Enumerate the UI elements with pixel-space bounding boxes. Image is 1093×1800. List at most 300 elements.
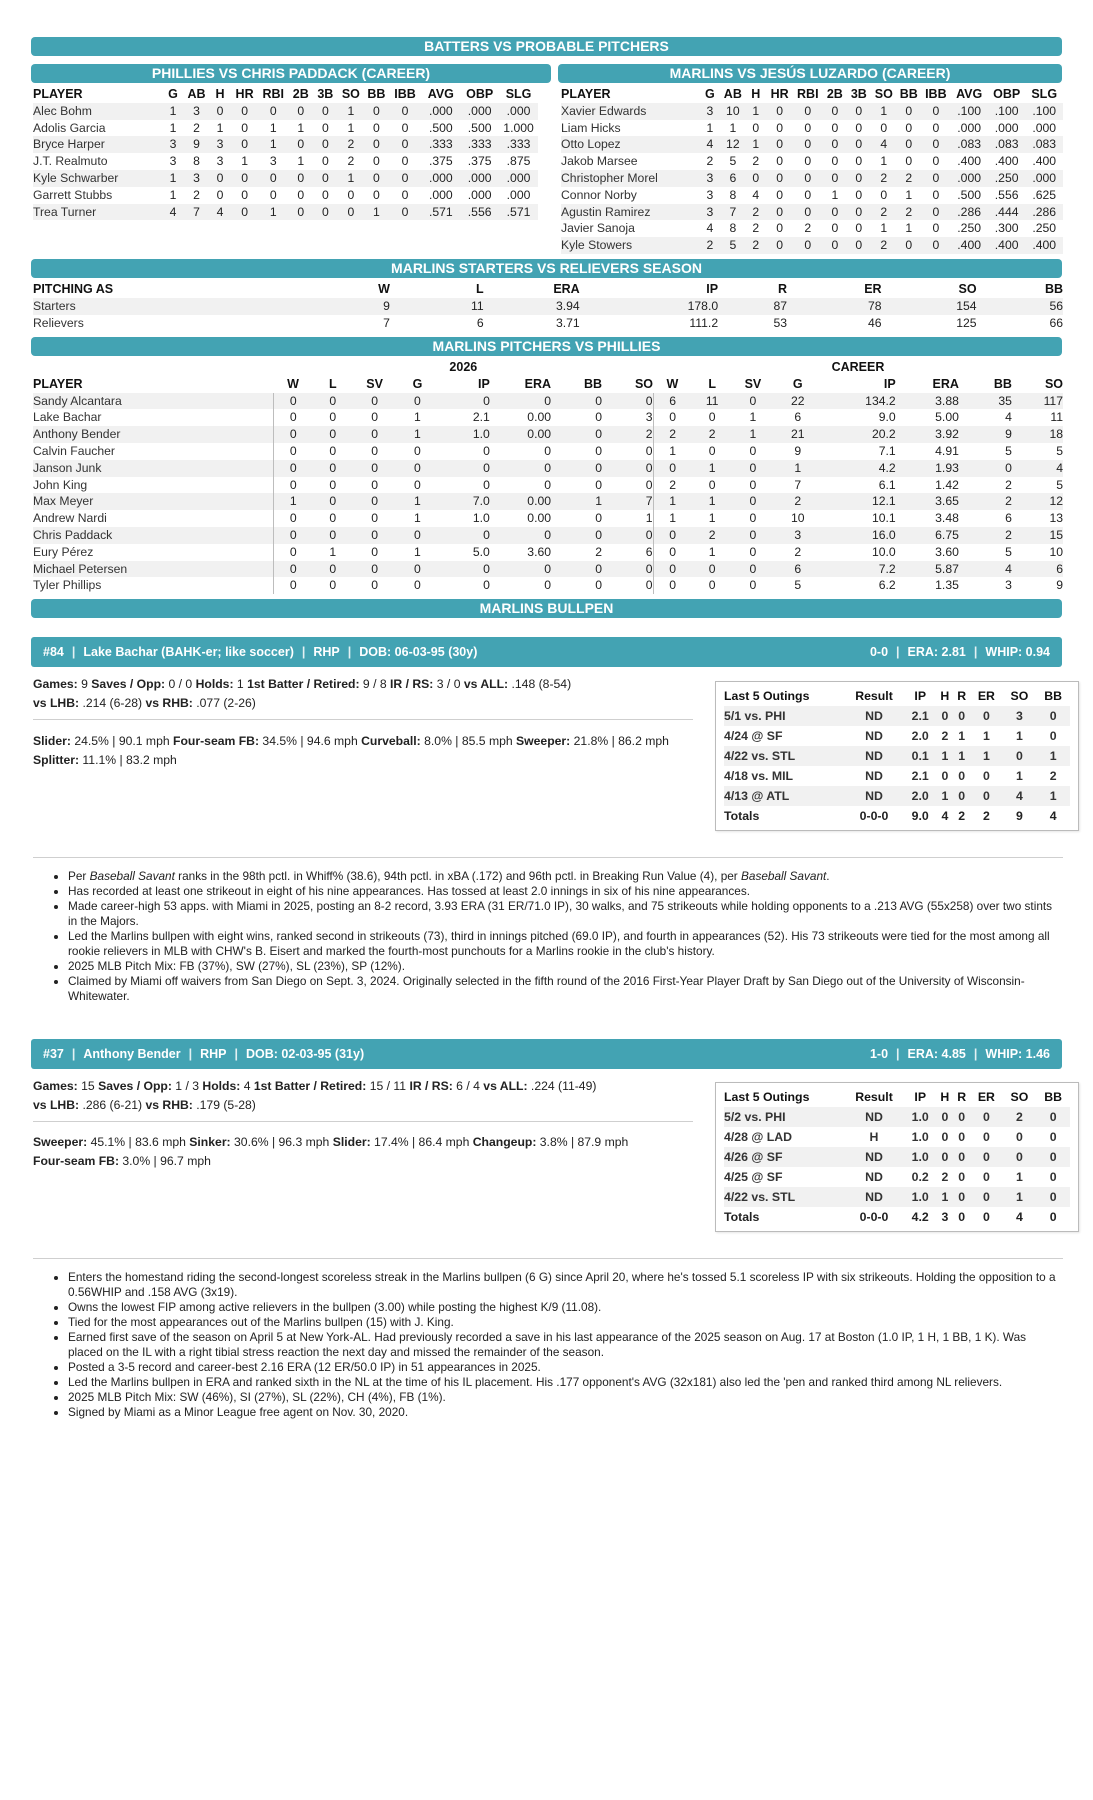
- stat-cell: 35: [959, 393, 1012, 410]
- pitcher-notes: [68, 869, 1063, 1004]
- stat-cell: 0: [364, 103, 389, 120]
- stat-cell: 7: [721, 204, 744, 221]
- column-header: H: [751, 87, 761, 101]
- outing-totals-row: [724, 806, 1070, 826]
- outings-header: ER: [977, 1090, 995, 1104]
- stat-cell: .300: [994, 221, 1019, 236]
- outing-stat: 1.0: [904, 1107, 936, 1127]
- outing-stat: 0: [1049, 729, 1057, 743]
- stat-cell: 4: [959, 561, 1012, 578]
- pitcher-splits-line: [33, 694, 256, 713]
- stat-cell: 46: [868, 315, 882, 330]
- stat-cell: 2: [706, 154, 714, 169]
- pitch-mix-line-2: [33, 1152, 211, 1171]
- outing-stat: 0: [953, 1147, 970, 1167]
- note-item: [68, 1300, 1063, 1315]
- stat-cell: .250: [988, 170, 1025, 187]
- stat-cell: 0: [595, 511, 603, 526]
- outing-stat: 0: [1036, 1147, 1070, 1167]
- stat-cell: 8: [193, 154, 200, 169]
- stat-cell: 0: [490, 460, 551, 477]
- stat-cell: 0: [921, 103, 950, 120]
- outing-total: 0-0-0: [844, 1207, 904, 1227]
- outing-total: 2: [970, 806, 1002, 826]
- stat-cell: 0: [776, 187, 784, 202]
- stat-cell: 3: [698, 204, 721, 221]
- stat-cell: 0: [744, 170, 767, 187]
- stat-cell: 0: [544, 443, 552, 458]
- stat-cell: 2: [338, 136, 365, 153]
- stat-cell: 4: [162, 204, 184, 221]
- pitcher-header-bender: #37 | Anthony Bender | RHP | DOB: 02-03-95 (31y) 1-0 | ERA: 4.85 | WHIP: 1.46: [31, 1039, 1062, 1069]
- stat-value: 21.8% | 86.2 mph: [570, 734, 669, 748]
- stat-cell: 0: [880, 187, 888, 202]
- stat-cell: 66: [1049, 315, 1063, 330]
- stat-cell: 5: [1005, 443, 1012, 458]
- player-name-cell: Michael Petersen: [33, 561, 274, 578]
- outing-stat: 1: [1016, 769, 1023, 783]
- stat-cell: .375: [467, 154, 492, 169]
- stat-cell: 4: [698, 136, 721, 153]
- stat-cell: 0: [439, 561, 490, 578]
- stat-cell: 0: [733, 493, 774, 510]
- stat-cell: 0: [371, 477, 378, 492]
- stat-label: vs RHB:: [145, 1098, 193, 1112]
- stat-value: .148 (8-54): [508, 677, 572, 691]
- outing-stat: 1: [958, 729, 966, 743]
- stat-cell: 0: [321, 154, 329, 169]
- pitcher-whip: WHIP: 1.46: [985, 1047, 1050, 1061]
- stat-cell: 0: [289, 511, 297, 526]
- stat-cell: 5: [794, 578, 802, 593]
- stat-cell: 3: [1005, 578, 1012, 593]
- outing-stat: 0: [982, 1170, 990, 1184]
- stat-label: vs ALL:: [483, 1079, 528, 1093]
- stat-value: 15: [77, 1079, 99, 1093]
- table-row: [33, 443, 1063, 460]
- stat-cell: 0: [209, 170, 231, 187]
- stat-cell: 0: [329, 410, 337, 425]
- stat-cell: 0: [595, 477, 603, 492]
- stat-cell: 3.65: [896, 493, 959, 510]
- table-row: [33, 460, 1063, 477]
- stat-cell: 2: [752, 221, 760, 236]
- stat-cell: .083: [950, 136, 987, 153]
- stat-cell: 0: [321, 187, 329, 202]
- stat-cell: 0: [313, 170, 338, 187]
- stat-value: 3 / 0: [433, 677, 464, 691]
- stat-cell: 10.1: [871, 511, 896, 526]
- table-row: [561, 136, 1063, 153]
- stat-cell: 0: [595, 443, 603, 458]
- note-item: [68, 1390, 1063, 1405]
- stat-cell: 0: [921, 136, 950, 153]
- stat-cell: 0: [855, 154, 863, 169]
- stat-cell: 0: [921, 170, 950, 187]
- outing-stat: 0: [953, 1187, 970, 1207]
- outing-total: 0: [953, 1207, 970, 1227]
- stat-label: Four-seam FB:: [33, 1154, 119, 1168]
- stat-cell: 3.48: [935, 511, 959, 526]
- stat-cell: 0: [749, 443, 757, 458]
- stat-cell: 1: [297, 120, 305, 135]
- stat-cell: 0: [389, 170, 422, 187]
- stat-cell: 1: [338, 170, 365, 187]
- stat-cell: 0: [767, 237, 792, 254]
- player-name-cell: Adolis Garcia: [33, 120, 106, 135]
- stat-cell: 18: [1012, 426, 1063, 443]
- stat-cell: 1: [241, 154, 248, 169]
- stat-cell: 10: [791, 511, 805, 526]
- stat-cell: 0: [551, 426, 602, 443]
- stat-label: Holds:: [195, 677, 234, 691]
- stat-cell: 1: [162, 170, 184, 187]
- outing-stat: 1: [1036, 786, 1070, 806]
- stat-cell: 0: [371, 511, 378, 526]
- stat-cell: 11: [1050, 410, 1063, 425]
- column-header: HR: [770, 87, 789, 101]
- stat-cell: 0: [414, 578, 421, 593]
- stat-cell: 2: [744, 204, 767, 221]
- stat-cell: 1.000: [503, 120, 534, 135]
- outing-game: 5/1 vs. PHI: [724, 706, 844, 726]
- last-5-outings-table: [724, 1087, 1070, 1227]
- stat-cell: .400: [988, 237, 1025, 254]
- outing-game: 4/28 @ LAD: [724, 1130, 793, 1144]
- note-text: Made career-high 53 apps. with Miami in 2025, posting an 8-2 record, 3.93 ERA (31 ER/71.0 IP), 30 walks, and 75 strikeouts while holding opponents to a .213 AVG (55x258) over two stints in the Majors.: [68, 899, 1053, 928]
- table-row: [33, 477, 1063, 494]
- column-header: SLG: [1031, 87, 1058, 101]
- player-name-cell: Andrew Nardi: [33, 510, 274, 527]
- outing-stat: 0: [970, 706, 1002, 726]
- stat-cell: 0: [896, 103, 921, 120]
- outing-stat: 0: [953, 1107, 970, 1127]
- outing-game: 4/26 @ SF: [724, 1147, 844, 1167]
- note-text: Posted a 3-5 record and career-best 2.16 ERA (12 ER/50.0 IP) in 51 appearances in 2025.: [68, 1360, 541, 1374]
- stat-cell: .250: [957, 221, 982, 236]
- outing-stat: 4: [1003, 786, 1037, 806]
- note-text: Per: [68, 869, 90, 883]
- stat-cell: 3: [169, 154, 177, 169]
- pitcher-header-bachar: #84 | Lake Bachar (BAHK-er; like soccer) | RHP | DOB: 06-03-95 (30y) 0-0 | ERA: 2.81 | WHIP: 0.94: [31, 637, 1062, 667]
- stat-cell: 10.0: [871, 544, 896, 559]
- stat-cell: 9: [1056, 578, 1063, 593]
- pitchers-vs-phillies-table: [33, 359, 1063, 594]
- table-row: [33, 315, 1063, 332]
- column-header: 2B: [292, 87, 309, 101]
- stat-cell: 0: [396, 561, 439, 578]
- player-name-cell: Tyler Phillips: [33, 577, 274, 594]
- stat-cell: 0: [708, 443, 716, 458]
- stat-cell: 3.60: [527, 544, 552, 559]
- stat-cell: 0: [602, 477, 653, 494]
- stat-cell: 0: [274, 561, 313, 578]
- outing-total: 0: [1036, 1207, 1070, 1227]
- stat-cell: 0: [289, 410, 297, 425]
- outing-stat: 0: [1049, 1170, 1057, 1184]
- outing-game: 4/13 @ ATL: [724, 786, 844, 806]
- stat-value: 45.1% | 83.6 mph: [87, 1135, 190, 1149]
- table-row: [33, 527, 1063, 544]
- stat-cell: 7: [602, 493, 653, 510]
- table-row: [33, 103, 538, 120]
- stat-cell: .625: [1032, 187, 1057, 202]
- outing-stat: 1: [1016, 1170, 1023, 1184]
- outing-stat: 0: [936, 1107, 953, 1127]
- note-item: [68, 884, 1063, 899]
- stat-cell: .083: [1025, 136, 1063, 153]
- table-row: [561, 237, 1063, 254]
- stat-cell: 0: [289, 443, 297, 458]
- stat-cell: 0.00: [527, 511, 552, 526]
- outing-stat: 0: [953, 706, 970, 726]
- outing-game: 4/25 @ SF: [724, 1170, 783, 1184]
- column-header: G: [705, 87, 715, 101]
- stat-cell: 2: [959, 527, 1012, 544]
- table-row: [33, 510, 1063, 527]
- outing-stat: 0: [1016, 1130, 1023, 1144]
- stat-cell: 5: [1005, 544, 1012, 559]
- stat-cell: 1: [706, 120, 714, 135]
- outing-stat: H: [869, 1130, 879, 1144]
- stat-cell: 0: [846, 103, 871, 120]
- stat-cell: 6: [1005, 511, 1012, 526]
- player-name-cell: Trea Turner: [33, 204, 162, 221]
- stat-cell: 1: [216, 120, 224, 135]
- player-name-cell: Kyle Stowers: [561, 237, 698, 254]
- stat-cell: .333: [460, 136, 499, 153]
- stat-cell: 2: [794, 544, 802, 559]
- stat-cell: 1.0: [439, 426, 490, 443]
- stat-cell: 0: [792, 204, 823, 221]
- outing-row: [724, 766, 1070, 786]
- stat-cell: 1: [708, 544, 716, 559]
- stat-label: Slider:: [33, 734, 71, 748]
- outing-stat: 1.0: [904, 1147, 936, 1167]
- stat-cell: 0: [846, 237, 871, 254]
- outing-stat: 2: [941, 1170, 949, 1184]
- column-header: SO: [341, 87, 360, 101]
- stat-cell: 0: [669, 544, 677, 559]
- stat-cell: .333: [499, 136, 538, 153]
- stat-cell: 0: [823, 237, 846, 254]
- stat-cell: .000: [950, 170, 987, 187]
- stat-cell: 0: [752, 120, 760, 135]
- stat-cell: 4.91: [935, 443, 959, 458]
- stat-cell: 1: [269, 120, 277, 135]
- stat-cell: 1: [773, 460, 822, 477]
- stat-cell: 3: [184, 103, 209, 120]
- column-header: PITCHING AS: [33, 282, 114, 296]
- outing-total: 4: [1036, 806, 1070, 826]
- column-header: IP: [883, 376, 896, 391]
- stat-cell: 7.0: [439, 493, 490, 510]
- stat-cell: .333: [421, 136, 460, 153]
- player-name-cell: Agustin Ramirez: [561, 204, 698, 221]
- note-text: Owns the lowest FIP among active relievers in the bullpen (3.00) while posting the highest K/9 (11.08).: [68, 1300, 602, 1314]
- stat-cell: 0: [312, 527, 353, 544]
- stat-cell: 0: [439, 393, 490, 410]
- pitcher-name: Lake Bachar (BAHK-er; like soccer): [83, 645, 294, 659]
- stat-cell: 0: [767, 204, 792, 221]
- outing-stat: 2.1: [911, 769, 929, 783]
- stat-cell: .000: [499, 170, 538, 187]
- outing-stat: 1: [982, 729, 990, 743]
- stat-value: 17.4% | 86.4 mph: [370, 1135, 473, 1149]
- stat-value: 9: [77, 677, 92, 691]
- stat-cell: 0: [371, 443, 378, 458]
- stat-cell: 12.1: [822, 493, 895, 510]
- stat-cell: 117: [1012, 393, 1063, 410]
- stat-cell: 1.42: [935, 477, 959, 492]
- stat-cell: 0: [932, 221, 940, 236]
- stat-cell: 0: [602, 443, 653, 460]
- table-row: [561, 103, 1063, 120]
- stat-cell: 6: [773, 561, 822, 578]
- stat-cell: 0: [490, 393, 551, 410]
- note-text: .: [826, 869, 830, 883]
- column-header: W: [287, 376, 299, 391]
- stat-cell: 0: [733, 561, 774, 578]
- stat-cell: 12: [1012, 493, 1063, 510]
- stat-cell: 0: [792, 170, 823, 187]
- outing-game: 5/2 vs. PHI: [724, 1107, 844, 1127]
- player-name-cell: Janson Junk: [33, 460, 274, 477]
- stat-cell: .000: [421, 170, 460, 187]
- stat-cell: 0: [347, 187, 355, 202]
- stat-cell: .000: [1032, 120, 1057, 135]
- stat-cell: 1: [905, 221, 913, 236]
- stat-cell: .083: [988, 136, 1025, 153]
- stat-cell: 0: [551, 393, 602, 410]
- pitcher-stats-line: [33, 1077, 596, 1096]
- stat-cell: 3.71: [555, 315, 580, 330]
- stat-cell: 1: [414, 410, 421, 425]
- stat-cell: 0: [846, 170, 871, 187]
- column-header: OBP: [466, 87, 494, 101]
- column-header: W: [666, 376, 679, 391]
- player-name-cell: Liam Hicks: [561, 120, 621, 135]
- outing-row: [724, 1127, 1070, 1147]
- column-header: IBB: [925, 87, 947, 101]
- stat-cell: 0: [959, 460, 1012, 477]
- stat-cell: 0: [312, 426, 353, 443]
- stat-cell: 2: [896, 204, 921, 221]
- stat-cell: 6.75: [896, 527, 959, 544]
- stat-cell: 2: [773, 493, 822, 510]
- stat-cell: 2: [744, 237, 767, 254]
- stat-cell: 0: [733, 527, 774, 544]
- stat-cell: 3.92: [896, 426, 959, 443]
- column-header: SO: [958, 282, 977, 296]
- outing-stat: 1: [936, 1187, 953, 1207]
- stat-cell: .000: [994, 120, 1019, 135]
- outing-stat: 0: [1036, 1107, 1070, 1127]
- stat-cell: .375: [428, 154, 453, 169]
- stat-cell: 0: [274, 393, 313, 410]
- outing-stat: 0: [1049, 1130, 1057, 1144]
- stat-cell: .000: [499, 103, 538, 120]
- stat-cell: 0: [353, 527, 396, 544]
- stat-cell: .400: [957, 154, 982, 169]
- stat-cell: 3: [698, 103, 721, 120]
- table-row: [561, 170, 1063, 187]
- stat-cell: 6.2: [878, 578, 896, 593]
- outing-stat: 0: [1036, 1187, 1070, 1207]
- stat-cell: 22: [773, 393, 822, 410]
- stat-cell: 4: [752, 187, 760, 202]
- stat-label: Curveball:: [361, 734, 421, 748]
- player-name-cell: J.T. Realmuto: [33, 154, 108, 169]
- player-name-cell: Xavier Edwards: [561, 103, 698, 120]
- stat-cell: 2: [595, 544, 603, 559]
- outing-stat: 2: [1003, 1107, 1037, 1127]
- player-name-cell: Anthony Bender: [33, 426, 274, 443]
- stat-cell: 0: [483, 578, 490, 593]
- stat-label: vs RHB:: [145, 696, 193, 710]
- pitcher-notes: [68, 1270, 1063, 1420]
- stat-cell: 5: [721, 237, 744, 254]
- stat-cell: 1: [396, 426, 439, 443]
- stat-cell: 0: [792, 136, 823, 153]
- stat-cell: .400: [1032, 154, 1057, 169]
- column-header: 3B: [850, 87, 867, 101]
- stat-value: .214 (6-28): [79, 696, 146, 710]
- outing-total: 0: [970, 1207, 1002, 1227]
- outings-header: SO: [1010, 689, 1029, 703]
- stat-cell: 10: [721, 103, 744, 120]
- stat-cell: 0: [414, 443, 421, 458]
- stat-cell: 0: [389, 204, 422, 221]
- note-item: [68, 929, 1063, 959]
- stat-cell: 2.1: [472, 410, 490, 425]
- outing-stat: 0.1: [904, 746, 936, 766]
- stat-label: Slider:: [332, 1135, 371, 1149]
- stat-cell: 0: [804, 187, 812, 202]
- stat-label: Games:: [33, 677, 78, 691]
- stat-cell: 154: [882, 298, 977, 315]
- stat-label: Saves / Opp:: [91, 677, 166, 691]
- stat-cell: 0: [831, 221, 839, 236]
- outing-stat: 1.0: [911, 1130, 929, 1144]
- stat-cell: 0: [896, 136, 921, 153]
- table-row: [561, 187, 1063, 204]
- table-row: [33, 153, 538, 170]
- stat-cell: 0: [329, 511, 337, 526]
- outing-stat: 0: [958, 769, 966, 783]
- outing-stat: 1: [970, 746, 1002, 766]
- stat-label: IR / RS:: [390, 677, 434, 691]
- stat-cell: .000: [460, 170, 499, 187]
- stat-cell: 0: [896, 237, 921, 254]
- outing-stat: 0: [941, 769, 949, 783]
- stat-cell: 0: [353, 561, 396, 578]
- stat-cell: 0: [231, 170, 258, 187]
- column-header: BB: [993, 376, 1012, 391]
- stat-cell: .400: [950, 237, 987, 254]
- outing-row: [724, 1167, 1070, 1187]
- marlins-vs-luzardo-title: MARLINS VS JESÚS LUZARDO (CAREER): [558, 64, 1062, 83]
- column-header: R: [777, 282, 788, 296]
- stat-cell: 0: [231, 103, 258, 120]
- player-name-cell: Relievers: [33, 315, 84, 330]
- stat-cell: 0.00: [527, 410, 552, 425]
- stat-cell: 0: [905, 120, 913, 135]
- stat-cell: 0: [439, 460, 490, 477]
- stat-cell: .556: [460, 204, 499, 221]
- stat-cell: 0: [313, 204, 338, 221]
- stat-cell: 178.0: [580, 298, 718, 315]
